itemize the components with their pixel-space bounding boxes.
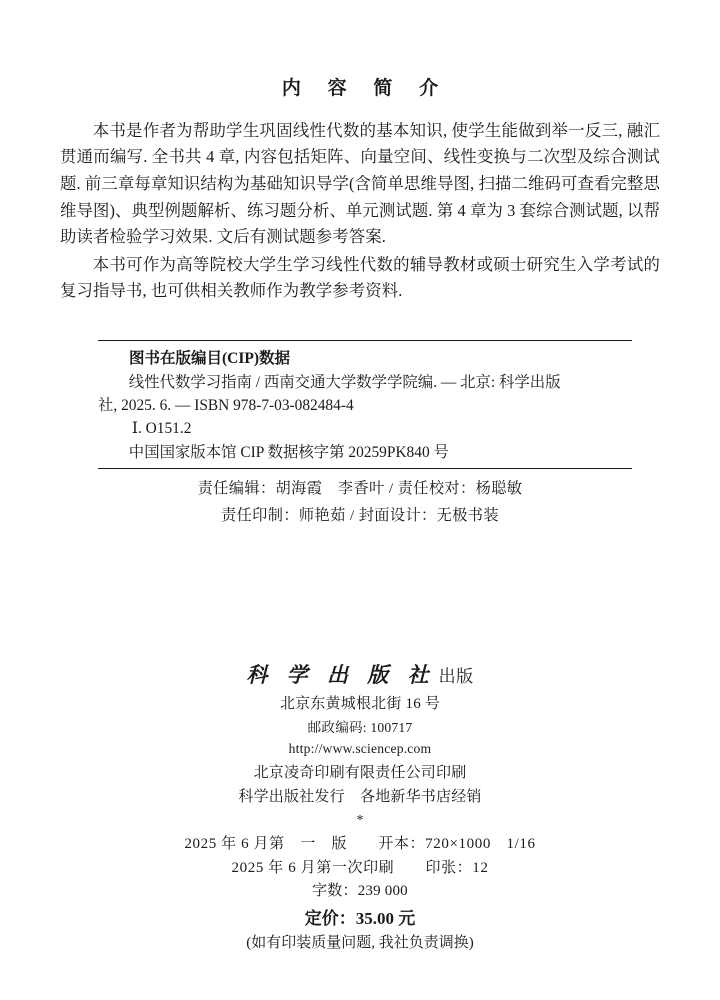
publisher-suffix-label: 出版 (438, 667, 474, 686)
imprint-section (60, 662, 660, 956)
abstract-paragraph-2: 本书可作为高等院校大学生学习线性代数的辅导教材或硕士研究生入学考试的复习指导书, 也可供相关教师作为教学参考资料. (60, 254, 660, 301)
cip-bottom-rule (98, 468, 632, 469)
science-press-logo: 科 学 出 版 社 (246, 662, 435, 687)
price-line (60, 905, 660, 932)
cip-body (98, 341, 632, 468)
price-value: 35.00 元 (355, 909, 416, 929)
distribution-line: 科学出版社发行 各地新华书店经销 (238, 788, 482, 805)
printing-line: 2025 年 6 月第一次印刷 印张：12 (231, 859, 489, 876)
credits-section (60, 476, 660, 529)
cip-title-line: 线性代数学习指南 / 西南交通大学数学学院编. — 北京: 科学出版 (128, 373, 561, 391)
abstract-heading: 内 容 简 介 (281, 78, 450, 99)
price-label: 定价： (304, 909, 356, 929)
cip-heading: 图书在版编目(CIP)数据 (129, 350, 291, 367)
cip-record-number: 中国国家版本馆 CIP 数据核字第 20259PK840 号 (128, 443, 449, 461)
quality-notice: (如有印装质量问题, 我社负责调换) (246, 935, 474, 952)
wordcount-line: 字数：239 000 (312, 883, 408, 900)
cip-section (98, 340, 632, 469)
production-credit-line: 责任印制：师艳茹 / 封面设计：无极书装 (220, 506, 499, 524)
abstract-section (60, 78, 660, 305)
edition-line: 2025 年 6 月第 一 版 开本：720×1000 1/16 (184, 836, 536, 853)
cip-title-line-continued: 社, 2025. 6. — ISBN 978-7-03-082484-4 (98, 396, 354, 414)
abstract-paragraph-1: 本书是作者为帮助学生巩固线性代数的基本知识, 使学生能做到举一反三, 融汇贯通而编写. 全书共 4 章, 内容包括矩阵、向量空间、线性变换与二次型及综合测试题. 前三章每章知识结构为基础知识导学(含简单思维导图, 扫描二维码可查看完整思维导图)、典型例题解析、练习题分析、单元测试题. 第 4 章为 3 套综合测试题, 以帮助读者检验学习效果. 文后有测试题参考答案. (60, 120, 660, 247)
publisher-website[interactable]: http://www.sciencep.com (288, 741, 432, 757)
publisher-address: 北京东黄城根北街 16 号 (279, 696, 441, 713)
publisher-postcode: 邮政编码: 100717 (307, 719, 413, 735)
printer-name: 北京凌奇印刷有限责任公司印刷 (253, 764, 467, 781)
editorial-credit-line: 责任编辑：胡海霞 李香叶 / 责任校对：杨聪敏 (197, 480, 523, 497)
separator-asterisk: * (356, 813, 364, 829)
publisher-row (60, 662, 660, 688)
cip-classification: Ⅰ. O151.2 (131, 420, 192, 438)
